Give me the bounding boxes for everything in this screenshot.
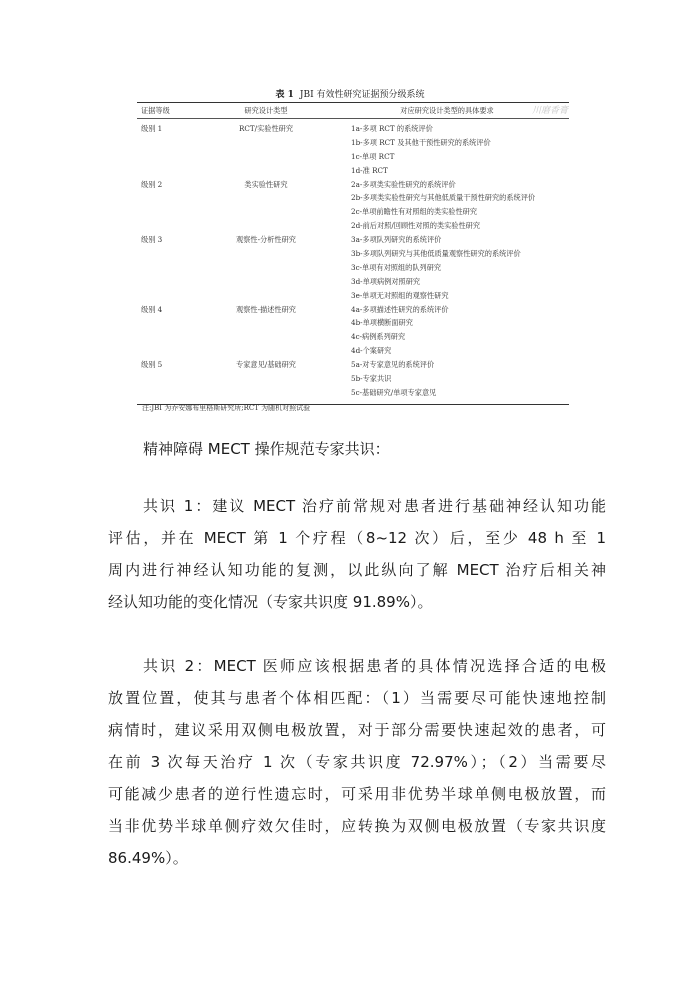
row-requirement: 5b-专家共识 xyxy=(351,374,392,384)
header-requirements: 对应研究设计类型的具体要求 xyxy=(400,105,494,115)
row-requirement: 3c-单项有对照组的队列研究 xyxy=(351,262,442,272)
row-requirement: 3e-单项无对照组的观察性研究 xyxy=(351,290,449,300)
table-footnote: 注:JBI 为乔安娜布里格斯研究所;RCT 为随机对照试验 xyxy=(142,404,311,412)
row-design-type: 观察性-描述性研究 xyxy=(236,304,296,314)
paragraph-line: 评估，并在 MECT 第 1 个疗程（8~12 次）后，至少 48 h 至 1 xyxy=(108,529,606,547)
row-requirement: 4d-个案研究 xyxy=(351,346,392,356)
consensus-2-paragraph xyxy=(108,650,606,874)
row-design-type: 类实验性研究 xyxy=(244,179,288,189)
table-body xyxy=(137,119,569,404)
table-caption-number: 表 1 xyxy=(275,90,294,100)
table-caption xyxy=(0,87,700,100)
header-level: 证据等级 xyxy=(141,105,170,115)
table-row xyxy=(137,178,569,234)
row-design-type: 观察性-分析性研究 xyxy=(236,235,296,245)
table-row xyxy=(137,303,569,359)
paragraph-line: 86.49%）。 xyxy=(108,849,188,867)
row-requirement: 3d-单项病例对照研究 xyxy=(351,276,421,286)
evidence-table xyxy=(137,102,569,405)
row-requirement: 2c-单项前瞻性有对照组的类实验性研究 xyxy=(351,207,478,217)
row-requirement: 4c-病例系列研究 xyxy=(351,332,406,342)
row-level: 级别 3 xyxy=(141,235,163,245)
row-requirement: 4a-多项描述性研究的系统评价 xyxy=(351,304,449,314)
paragraph-line: 周内进行神经认知功能的复测，以此纵向了解 MECT 治疗后相关神 xyxy=(108,561,606,579)
row-requirement: 4b-单项横断面研究 xyxy=(351,318,413,328)
section-heading: 精神障碍 MECT 操作规范专家共识： xyxy=(143,440,390,458)
paragraph-line: 放置位置，使其与患者个体相匹配：（1）当需要尽可能快速地控制 xyxy=(108,689,606,707)
paragraph-line: 共识 2：MECT 医师应该根据患者的具体情况选择合适的电极 xyxy=(143,657,606,675)
paragraph-line: 病情时，建议采用双侧电极放置，对于部分需要快速起效的患者，可 xyxy=(108,721,606,739)
table-row xyxy=(137,358,569,400)
row-requirement: 5c-基础研究/单项专家意见 xyxy=(351,387,437,397)
row-requirement: 5a-对专家意见的系统评价 xyxy=(351,360,435,370)
paragraph-line: 共识 1：建议 MECT 治疗前常规对患者进行基础神经认知功能 xyxy=(143,497,606,515)
row-requirement: 2a-多项类实验性研究的系统评价 xyxy=(351,179,456,189)
watermark-text: 川磨香膏 xyxy=(532,106,569,116)
row-level: 级别 1 xyxy=(141,124,163,133)
paragraph-line: 在前 3 次每天治疗 1 次（专家共识度 72.97%）；（2）当需要尽 xyxy=(108,753,606,771)
row-requirement: 1a-多项 RCT 的系统评价 xyxy=(351,124,433,133)
row-requirement: 3a-多项队列研究的系统评价 xyxy=(351,235,442,245)
paragraph-line: 经认知功能的变化情况（专家共识度 91.89%）。 xyxy=(108,593,433,611)
header-design-type: 研究设计类型 xyxy=(244,105,288,115)
paragraph-line: 当非优势半球单侧疗效欠佳时，应转换为双侧电极放置（专家共识度 xyxy=(108,817,606,835)
row-requirement: 2b-多项类实验性研究与其他低质量干预性研究的系统评价 xyxy=(351,193,536,203)
row-design-type: 专家意见/基础研究 xyxy=(236,360,296,370)
row-level: 级别 2 xyxy=(141,179,163,189)
row-requirement: 1b-多项 RCT 及其他干预性研究的系统评价 xyxy=(351,137,491,147)
row-requirement: 2d-前后对照/回顾性对照的类实验性研究 xyxy=(351,221,481,231)
paragraph-line: 可能减少患者的逆行性遗忘时，可采用非优势半球单侧电极放置，而 xyxy=(108,785,606,803)
row-level: 级别 5 xyxy=(141,360,163,370)
table-row xyxy=(137,122,569,178)
table-row xyxy=(137,233,569,302)
row-requirement: 1d-准 RCT xyxy=(351,165,388,175)
consensus-1-paragraph xyxy=(108,490,606,618)
row-requirement: 3b-多项队列研究与其他低质量观察性研究的系统评价 xyxy=(351,249,521,259)
row-design-type: RCT/实验性研究 xyxy=(238,124,294,133)
row-level: 级别 4 xyxy=(141,304,163,314)
table-header-row xyxy=(137,103,569,118)
table-caption-title: JBI 有效性研究证据预分级系统 xyxy=(299,90,425,100)
row-requirement: 1c-单项 RCT xyxy=(351,151,395,161)
